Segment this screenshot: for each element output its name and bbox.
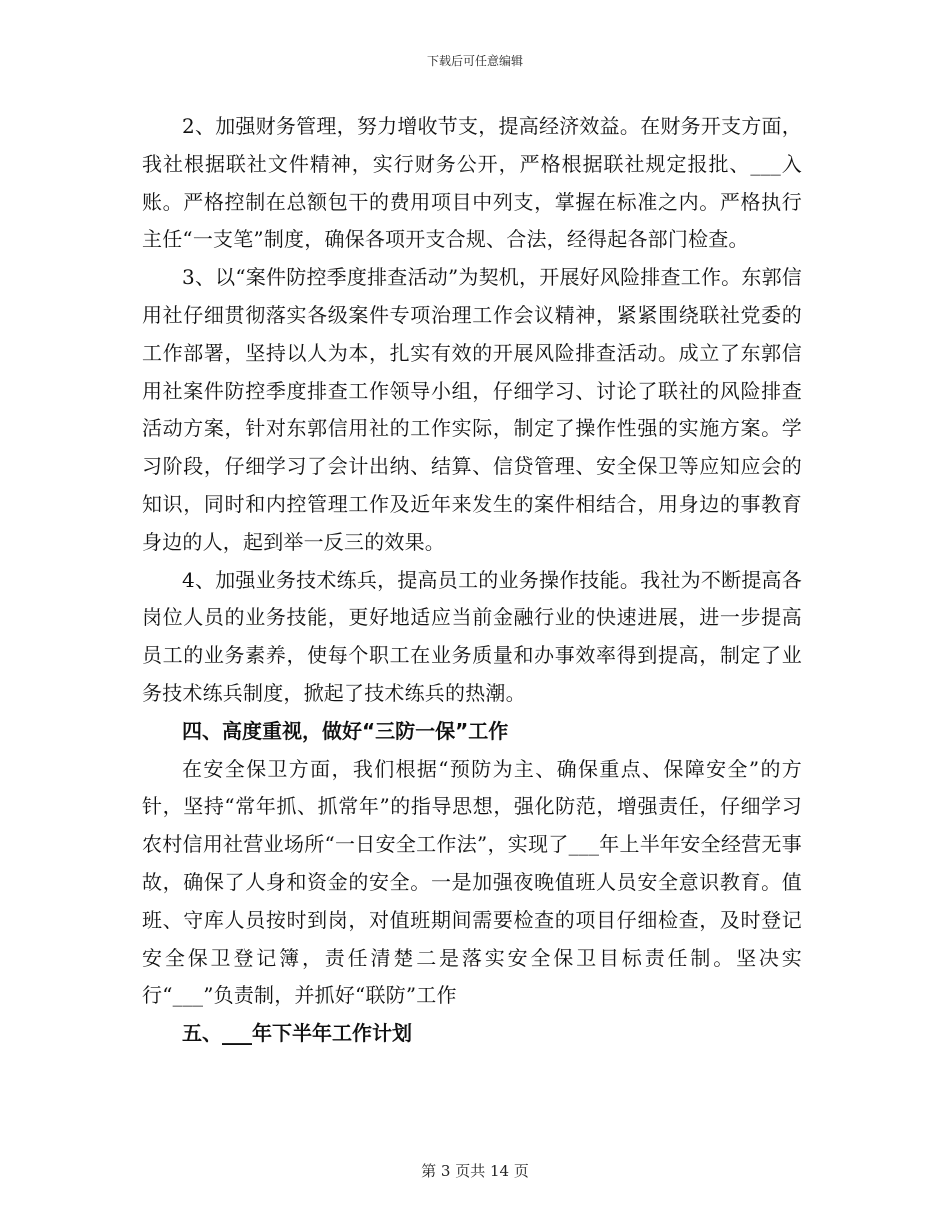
section-heading-four: 四、高度重视，做好“三防一保”工作	[182, 718, 509, 743]
page-footer: 第 3 页共 14 页	[421, 1162, 529, 1180]
paragraph-risk-check: 3、以“案件防控季度排查活动”为契机，开展好风险排查工作。东郭信用社仔细贯彻落实各级案件专项治理工作会议精神，紧紧围绕联社党委的工作部署，坚持以人为本，扎实有效的开展风险排查活动。成立了东郭信用社案件防控季度排查工作领导小组，仔细学习、讨论了联社的风险排查活动方案，针对东郭信用社的工作实际，制定了操作性强的实施方案。学习阶段，仔细学习了会计出纳、结算、信贷管理、安全保卫等应知应会的知识，同时和内控管理工作及近年来发生的案件相结合，用身边的事教育身边的人，起到举一反三的效果。	[142, 265, 802, 554]
section-heading-five: 五、___年下半年工作计划	[182, 1021, 412, 1046]
paragraph-security: 在安全保卫方面，我们根据“预防为主、确保重点、保障安全”的方针，坚持“常年抓、抓常年”的指导思想，强化防范，增强责任，仔细学习农村信用社营业场所“一日安全工作法”，实现了___年上半年安全经营无事故，确保了人身和资金的安全。一是加强夜晚值班人员安全意识教育。值班、守库人员按时到岗，对值班期间需要检查的项目仔细检查，及时登记安全保卫登记簿，责任清楚二是落实安全保卫目标责任制。坚决实行“___”负责制，并抓好“联防”工作	[142, 756, 802, 1008]
paragraph-skills-training: 4、加强业务技术练兵，提高员工的业务操作技能。我社为不断提高各岗位人员的业务技能，更好地适应当前金融行业的快速进展，进一步提高员工的业务素养，使每个职工在业务质量和办事效率得到提高，制定了业务技术练兵制度，掀起了技术练兵的热潮。	[142, 567, 802, 705]
document-body	[142, 108, 802, 1053]
page-header: 下载后可任意编辑	[426, 54, 523, 68]
paragraph-finance: 2、加强财务管理，努力增收节支，提高经济效益。在财务开支方面，我社根据联社文件精神，实行财务公开，严格根据联社规定报批、___入账。严格控制在总额包干的费用项目中列支，掌握在标准之内。严格执行主任“一支笔”制度，确保各项开支合规、合法，经得起各部门检查。	[142, 114, 802, 252]
